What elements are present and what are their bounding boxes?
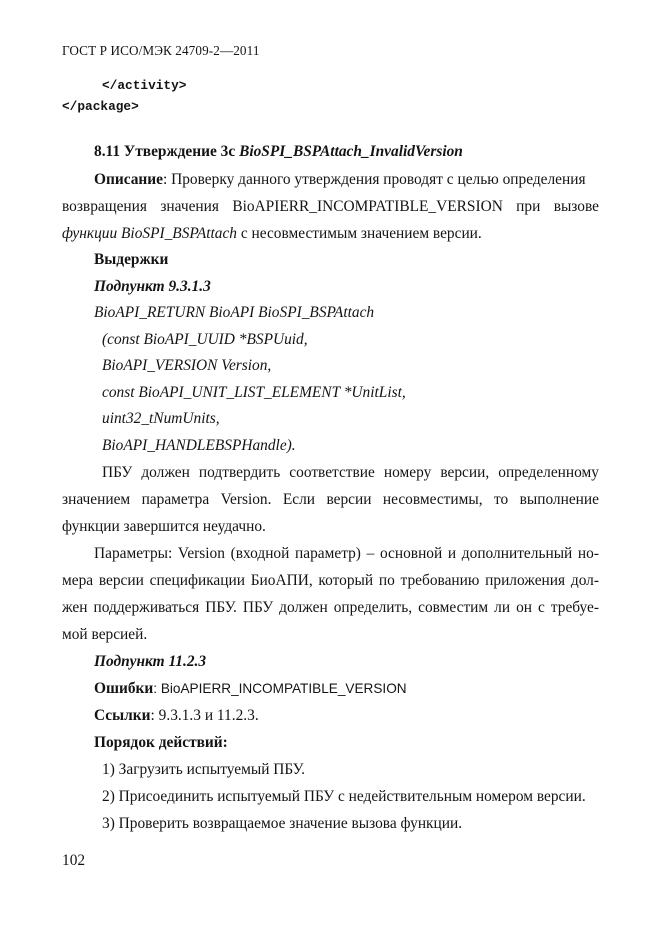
- description-tail: с несовместимым значением версии.: [237, 225, 482, 242]
- page-number: 102: [62, 852, 86, 869]
- code-param-version: BioAPI_VERSION Version,: [102, 357, 272, 374]
- procedure-step-1: 1) Загрузить испытуемый ПБУ.: [102, 761, 305, 778]
- paragraph-2-line-1: Параметры: Version (входной параметр) – основной и дополнительный но-: [94, 545, 599, 562]
- description-line-3: [62, 225, 482, 243]
- errors-label: Ошибки: [94, 680, 154, 697]
- excerpts-heading: Выдержки: [94, 251, 169, 268]
- paragraph-2-line-4: мой версией.: [62, 626, 148, 643]
- section-title-function: BioSPI_BSPAttach_InvalidVersion: [239, 143, 463, 160]
- paragraph-1-line-3: функции завершится неудачно.: [62, 518, 266, 535]
- paragraph-2-line-3: жен поддерживаться ПБУ. ПБУ должен определить, совместим ли он с требуе-: [62, 599, 599, 616]
- errors-line: [94, 680, 407, 698]
- code-param-numunits: uint32_tNumUnits,: [102, 410, 220, 427]
- description-line-1: [94, 171, 586, 189]
- description-label: Описание: [94, 171, 163, 188]
- code-param-unitlist: const BioAPI_UNIT_LIST_ELEMENT *UnitList,: [102, 384, 406, 401]
- code-package-close: </package>: [62, 99, 139, 114]
- procedure-step-2: 2) Присоединить испытуемый ПБУ с недействительным номером версии.: [102, 788, 586, 805]
- section-title: [94, 143, 463, 161]
- section-title-text: 8.11 Утверждение 3c: [94, 143, 240, 160]
- procedure-step-3: 3) Проверить возвращаемое значение вызова функции.: [102, 815, 463, 832]
- description-line-2: возвращения значения BioAPIERR_INCOMPATIBLE_VERSION при вызове: [62, 198, 599, 215]
- references-value: : 9.3.1.3 и 11.2.3.: [150, 707, 259, 724]
- description-text: : Проверку данного утверждения проводят с целью определения: [163, 171, 586, 188]
- subclause-9-3-1-3: Подпункт 9.3.1.3: [94, 278, 211, 295]
- code-param-uuid: (const BioAPI_UUID *BSPUuid,: [102, 331, 308, 348]
- code-signature-line: BioAPI_RETURN BioAPI BioSPI_BSPAttach: [94, 304, 375, 321]
- errors-value: : BioAPIERR_INCOMPATIBLE_VERSION: [153, 681, 407, 696]
- references-label: Ссылки: [94, 707, 151, 724]
- procedure-heading: Порядок действий:: [94, 734, 228, 751]
- description-function: функции BioSPI_BSPAttach: [62, 225, 237, 242]
- paragraph-1-line-1: ПБУ должен подтвердить соответствие номеру версии, определенному: [102, 464, 599, 481]
- document-header: ГОСТ Р ИСО/МЭК 24709-2—2011: [62, 43, 260, 58]
- paragraph-2-line-2: мера версии спецификации БиоАПИ, который по требованию приложения дол-: [62, 572, 599, 589]
- code-param-handle: BioAPI_HANDLEBSPHandle).: [102, 437, 296, 454]
- code-activity-close: </activity>: [102, 78, 187, 93]
- subclause-11-2-3: Подпункт 11.2.3: [94, 653, 207, 670]
- references-line: [94, 707, 259, 725]
- paragraph-1-line-2: значением параметра Version. Если версии несовместимы, то выполнение: [62, 491, 599, 508]
